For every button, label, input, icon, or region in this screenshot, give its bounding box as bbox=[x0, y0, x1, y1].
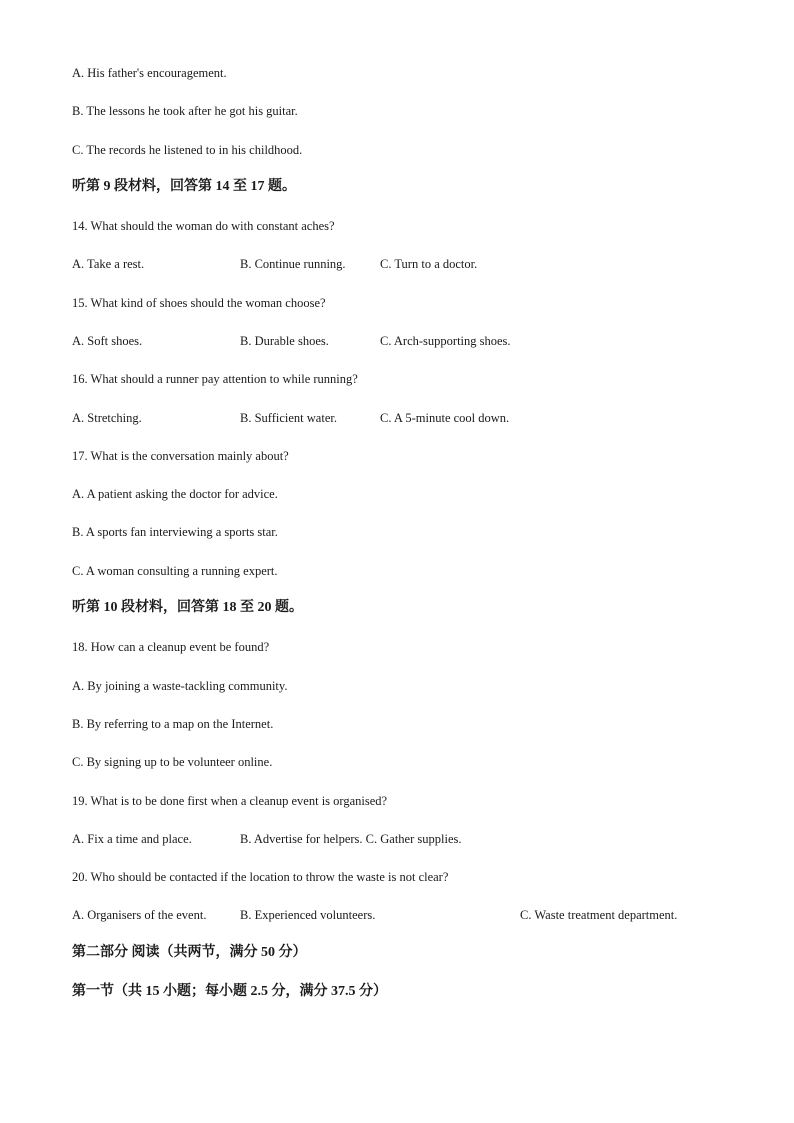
q16-option-b: B. Sufficient water. bbox=[240, 411, 337, 425]
q20-option-c: C. Waste treatment department. bbox=[520, 908, 678, 922]
q13-option-b: B. The lessons he took after he got his guitar. bbox=[72, 104, 298, 118]
q17-option-a: A. A patient asking the doctor for advice. bbox=[72, 487, 278, 501]
section-one-heading: 第一节（共 15 小题；每小题 2.5 分，满分 37.5 分） bbox=[72, 984, 387, 999]
question-18: 18. How can a cleanup event be found? bbox=[72, 640, 270, 654]
q14-option-a: A. Take a rest. bbox=[72, 257, 145, 271]
q19-option-bc: B. Advertise for helpers. C. Gather supplies. bbox=[240, 832, 462, 846]
q17-option-b: B. A sports fan interviewing a sports star. bbox=[72, 525, 278, 539]
q16-option-c: C. A 5-minute cool down. bbox=[380, 411, 510, 425]
q20-option-b: B. Experienced volunteers. bbox=[240, 908, 376, 922]
q16-option-a: A. Stretching. bbox=[72, 411, 142, 425]
q17-option-c: C. A woman consulting a running expert. bbox=[72, 564, 278, 578]
section-heading-10: 听第 10 段材料，回答第 18 至 20 题。 bbox=[72, 600, 303, 615]
q18-option-a: A. By joining a waste-tackling community. bbox=[72, 679, 288, 693]
q20-option-a: A. Organisers of the event. bbox=[72, 908, 207, 922]
q15-option-a: A. Soft shoes. bbox=[72, 334, 143, 348]
q19-option-a: A. Fix a time and place. bbox=[72, 832, 192, 846]
section-heading-9: 听第 9 段材料，回答第 14 至 17 题。 bbox=[72, 179, 296, 194]
question-15: 15. What kind of shoes should the woman choose? bbox=[72, 296, 326, 310]
q15-option-c: C. Arch-supporting shoes. bbox=[380, 334, 511, 348]
question-17: 17. What is the conversation mainly about? bbox=[72, 449, 289, 463]
question-16: 16. What should a runner pay attention to while running? bbox=[72, 372, 358, 386]
part-two-heading: 第二部分 阅读（共两节，满分 50 分） bbox=[72, 945, 307, 960]
question-19: 19. What is to be done first when a cleanup event is organised? bbox=[72, 794, 388, 808]
q14-option-b: B. Continue running. bbox=[240, 257, 346, 271]
question-14: 14. What should the woman do with constant aches? bbox=[72, 219, 335, 233]
q14-option-c: C. Turn to a doctor. bbox=[380, 257, 478, 271]
q15-option-b: B. Durable shoes. bbox=[240, 334, 329, 348]
q13-option-a: A. His father's encouragement. bbox=[72, 66, 227, 80]
q13-option-c: C. The records he listened to in his childhood. bbox=[72, 143, 303, 157]
q18-option-c: C. By signing up to be volunteer online. bbox=[72, 755, 273, 769]
question-20: 20. Who should be contacted if the location to throw the waste is not clear? bbox=[72, 870, 449, 884]
q18-option-b: B. By referring to a map on the Internet. bbox=[72, 717, 274, 731]
